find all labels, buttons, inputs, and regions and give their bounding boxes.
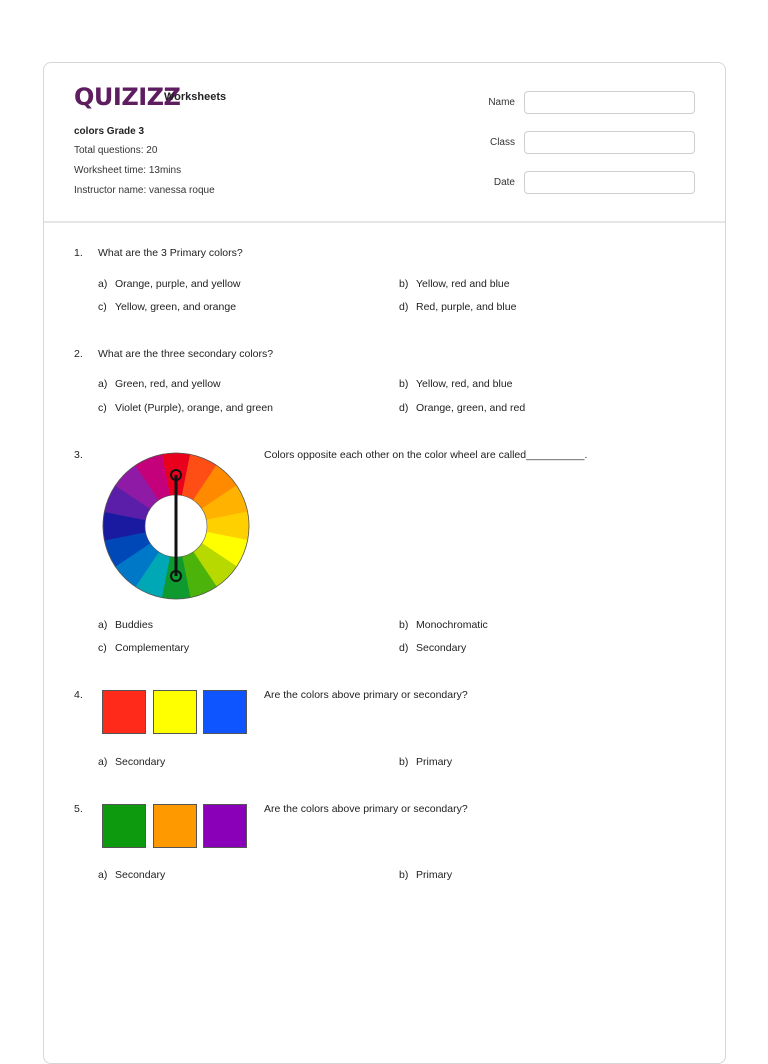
total-questions: Total questions: 20 <box>74 145 158 156</box>
orange-swatch <box>153 804 197 848</box>
worksheet-time: Worksheet time: 13mins <box>74 165 182 176</box>
green-swatch <box>102 804 146 848</box>
question-1-option-b[interactable]: b) Yellow, red and blue <box>399 278 510 290</box>
color-wheel-image <box>102 450 250 602</box>
question-3-option-b[interactable]: b) Monochromatic <box>399 619 488 631</box>
worksheet-title: colors Grade 3 <box>74 126 145 137</box>
question-3-number: 3. <box>74 449 83 461</box>
class-field[interactable] <box>524 131 695 154</box>
question-5-option-b[interactable]: b) Primary <box>399 869 453 881</box>
name-label: Name <box>488 97 515 108</box>
date-label: Date <box>493 177 515 188</box>
question-1-option-c[interactable]: c) Yellow, green, and orange <box>98 301 237 313</box>
yellow-swatch <box>153 690 197 734</box>
red-swatch <box>102 690 146 734</box>
question-1-option-a[interactable]: a) Orange, purple, and yellow <box>98 278 241 290</box>
question-3-option-a[interactable]: a) Buddies <box>98 619 153 631</box>
question-3-option-d[interactable]: d) Secondary <box>399 642 467 654</box>
blue-swatch <box>203 690 247 734</box>
question-4-text: Are the colors above primary or secondary? <box>264 689 468 701</box>
question-1-number: 1. <box>74 247 83 259</box>
instructor-name: Instructor name: vanessa roque <box>74 185 215 196</box>
question-2-option-d[interactable]: d) Orange, green, and red <box>399 402 526 414</box>
question-2-option-a[interactable]: a) Green, red, and yellow <box>98 378 221 390</box>
question-4-option-a[interactable]: a) Secondary <box>98 756 166 768</box>
question-4-number: 4. <box>74 689 83 701</box>
question-1-option-d[interactable]: d) Red, purple, and blue <box>399 301 517 313</box>
question-2-option-c[interactable]: c) Violet (Purple), orange, and green <box>98 402 273 414</box>
question-2-text: What are the three secondary colors? <box>98 348 274 360</box>
quizizz-logo: QUIZIZZ <box>74 83 181 111</box>
question-2-number: 2. <box>74 348 83 360</box>
class-label: Class <box>489 137 515 148</box>
worksheet-card <box>43 62 726 1064</box>
question-1-text: What are the 3 Primary colors? <box>98 247 243 259</box>
question-5-number: 5. <box>74 803 83 815</box>
question-4-option-b[interactable]: b) Primary <box>399 756 453 768</box>
name-field[interactable] <box>524 91 695 114</box>
purple-swatch <box>203 804 247 848</box>
logo-subtitle: Worksheets <box>164 91 227 103</box>
question-3-option-c[interactable]: c) Complementary <box>98 642 190 654</box>
worksheet-header <box>44 63 725 223</box>
question-5-option-a[interactable]: a) Secondary <box>98 869 166 881</box>
question-2-option-b[interactable]: b) Yellow, red, and blue <box>399 378 513 390</box>
question-5-text: Are the colors above primary or secondary? <box>264 803 468 815</box>
date-field[interactable] <box>524 171 695 194</box>
question-3-text: Colors opposite each other on the color wheel are called__________. <box>264 449 588 461</box>
